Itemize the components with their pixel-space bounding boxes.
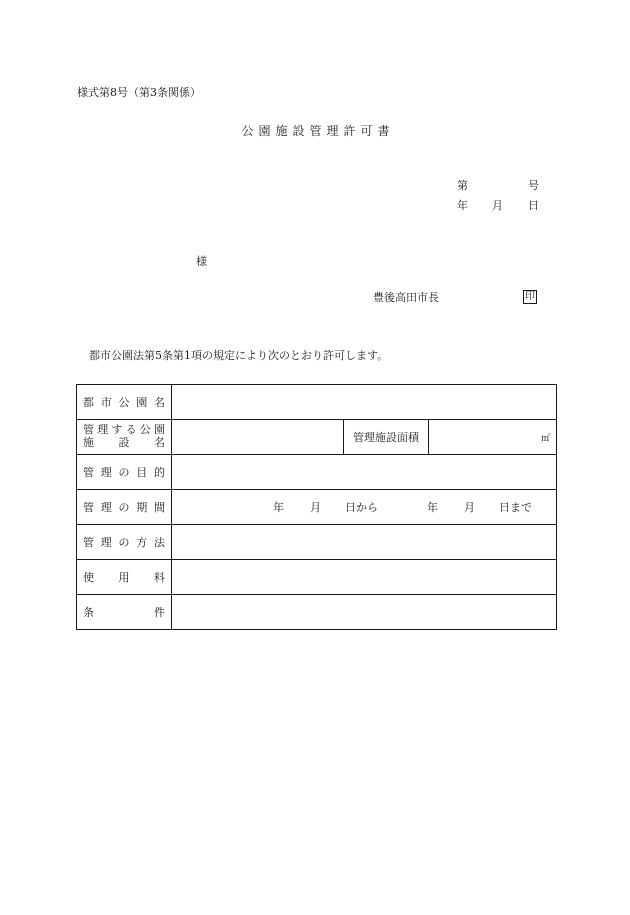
period-field [172,490,557,525]
label-spread: 都 市 公 園 名 [83,396,165,409]
facility-name-label: 管 理 す る 公 園 施 設 名 [77,420,172,455]
conditions-label: 条 件 [77,595,172,630]
date-day-label: 日 [528,199,539,212]
permit-details-table [76,384,557,630]
method-field [172,525,557,560]
permit-statement: 都市公園法第5条第1項の規定により次のとおり許可します。 [89,349,389,362]
purpose-label: 管 理 の 目 的 [77,455,172,490]
period-end-day: 日まで [499,501,532,514]
fee-field [172,560,557,595]
number-prefix: 第 [457,179,468,192]
area-field [429,420,557,455]
area-label: 管理施設面積 [344,420,429,455]
park-name-label [77,385,172,420]
addressee-honorific: 様 [196,255,207,268]
table-row-conditions [77,595,557,630]
table-row-park-name [77,385,557,420]
table-row-facility [77,420,557,455]
period-end-month: 月 [464,501,475,514]
date-month-label: 月 [492,199,503,212]
form-number-label: 様式第8号（第3条関係） [77,86,201,99]
table-row-purpose [77,455,557,490]
table-row-fee [77,560,557,595]
facility-name-field [172,420,344,455]
fee-label: 使 用 料 [77,560,172,595]
date-year-label: 年 [457,199,468,212]
period-start-year: 年 [273,501,284,514]
table-row-period [77,490,557,525]
period-start-day: 日から [345,501,378,514]
period-start-month: 月 [310,501,321,514]
seal-stamp: 印 [525,291,535,302]
area-unit: ㎡ [541,433,551,444]
purpose-field [172,455,557,490]
method-label: 管 理 の 方 法 [77,525,172,560]
document-title: 公園施設管理許可書 [241,124,395,138]
number-suffix: 号 [528,179,539,192]
conditions-field [172,595,557,630]
issuer-name: 豊後高田市長 [373,291,439,304]
park-name-field [172,385,557,420]
period-label: 管 理 の 期 間 [77,490,172,525]
period-end-year: 年 [427,501,438,514]
table-row-method [77,525,557,560]
